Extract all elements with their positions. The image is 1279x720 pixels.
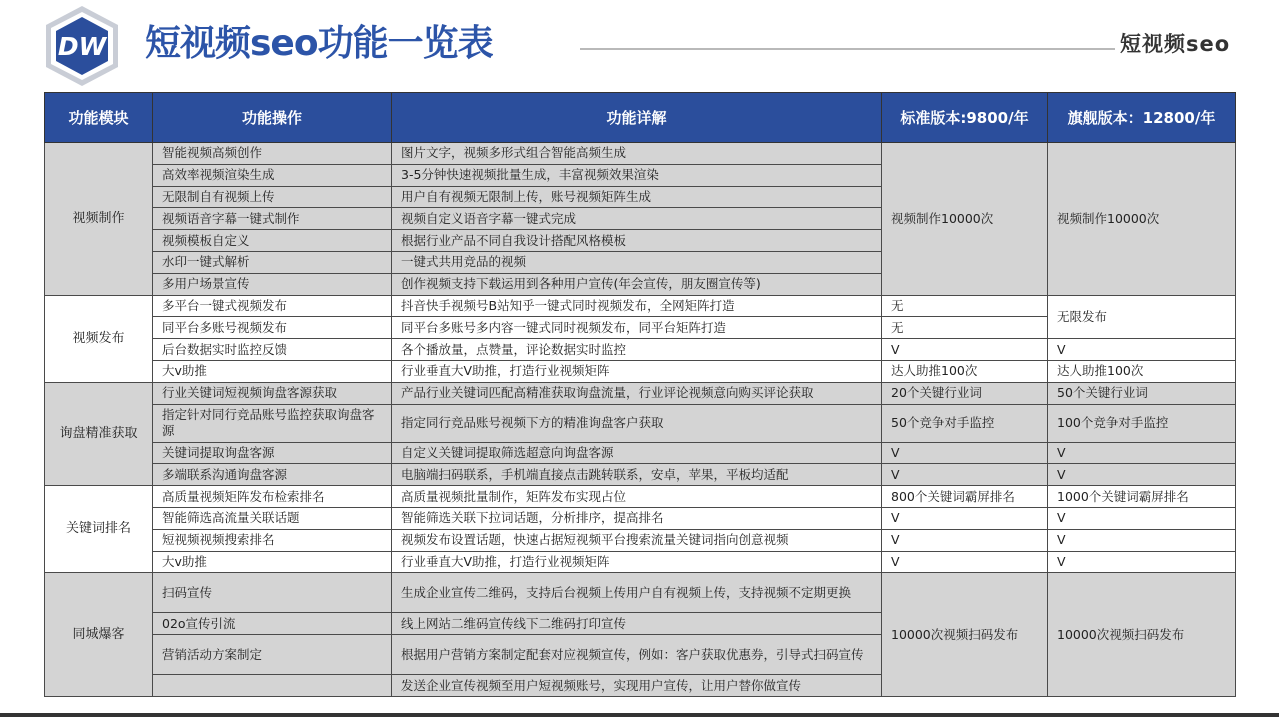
operation-cell: 无限制自有视频上传 [153,186,392,208]
flagship-cell: V [1048,507,1236,529]
operation-cell: 多平台一键式视频发布 [153,295,392,317]
column-header-operation: 功能操作 [153,93,392,143]
table-row [45,551,1236,573]
table-row [45,486,1236,508]
operation-cell: 扫码宣传 [153,573,392,613]
standard-cell: 达人助推100次 [882,360,1048,382]
flagship-cell: V [1048,551,1236,573]
module-cell: 视频制作 [45,143,153,296]
detail-cell: 指定同行竞品账号视频下方的精准询盘客户获取 [392,404,882,442]
operation-cell: 02o宣传引流 [153,613,392,635]
operation-cell [153,675,392,697]
standard-cell: 10000次视频扫码发布 [882,573,1048,697]
operation-cell: 视频模板自定义 [153,230,392,252]
table-row [45,464,1236,486]
detail-cell: 图片文字，视频多形式组合智能高频生成 [392,143,882,165]
detail-cell: 同平台多账号多内容一键式同时视频发布，同平台矩阵打造 [392,317,882,339]
page-title: 短视频seo功能一览表 [145,23,493,64]
module-cell: 视频发布 [45,295,153,382]
detail-cell: 线上网站二维码宣传线下二维码打印宣传 [392,613,882,635]
column-header-detail: 功能详解 [392,93,882,143]
detail-cell: 自定义关键词提取筛选超意向询盘客源 [392,442,882,464]
operation-cell: 指定针对同行竞品账号监控获取询盘客源 [153,404,392,442]
flagship-cell: 视频制作10000次 [1048,143,1236,296]
detail-cell: 行业垂直大V助推，打造行业视频矩阵 [392,551,882,573]
module-cell: 询盘精准获取 [45,382,153,485]
column-header-standard: 标准版本:9800/年 [882,93,1048,143]
detail-cell: 产品行业关键词匹配高精准获取询盘流量，行业评论视频意向购买评论获取 [392,382,882,404]
standard-cell: 视频制作10000次 [882,143,1048,296]
detail-cell: 发送企业宣传视频至用户短视频账号，实现用户宣传，让用户替你做宣传 [392,675,882,697]
standard-cell: 800个关键词霸屏排名 [882,486,1048,508]
standard-cell: 无 [882,295,1048,317]
module-cell: 同城爆客 [45,573,153,697]
header-divider [580,48,1115,50]
flagship-cell: V [1048,464,1236,486]
operation-cell: 关键词提取询盘客源 [153,442,392,464]
operation-cell: 短视频视频搜索排名 [153,529,392,551]
flagship-cell: V [1048,442,1236,464]
table-row [45,442,1236,464]
flagship-cell: 1000个关键词霸屏排名 [1048,486,1236,508]
operation-cell: 行业关键词短视频询盘客源获取 [153,382,392,404]
detail-cell: 行业垂直大V助推，打造行业视频矩阵 [392,360,882,382]
operation-cell: 高效率视频渲染生成 [153,164,392,186]
detail-cell: 根据行业产品不同自我设计搭配风格模板 [392,230,882,252]
detail-cell: 根据用户营销方案制定配套对应视频宣传，例如：客户获取优惠券，引导式扫码宣传 [392,635,882,675]
column-header-module: 功能模块 [45,93,153,143]
flagship-cell: V [1048,529,1236,551]
detail-cell: 智能筛选关联下拉词话题，分析排序，提高排名 [392,507,882,529]
flagship-cell: 10000次视频扫码发布 [1048,573,1236,697]
standard-cell: V [882,529,1048,551]
operation-cell: 水印一键式解析 [153,251,392,273]
operation-cell: 智能筛选高流量关联话题 [153,507,392,529]
detail-cell: 抖音快手视频号B站知乎一键式同时视频发布，全网矩阵打造 [392,295,882,317]
standard-cell: 无 [882,317,1048,339]
operation-cell: 多用户场景宣传 [153,273,392,295]
table-row [45,529,1236,551]
column-header-flagship: 旗舰版本：12800/年 [1048,93,1236,143]
detail-cell: 各个播放量，点赞量，评论数据实时监控 [392,339,882,361]
table-row [45,573,1236,613]
detail-cell: 电脑端扫码联系，手机端直接点击跳转联系，安卓，苹果，平板均适配 [392,464,882,486]
operation-cell: 多端联系沟通询盘客源 [153,464,392,486]
detail-cell: 用户自有视频无限制上传，账号视频矩阵生成 [392,186,882,208]
operation-cell: 智能视频高频创作 [153,143,392,165]
table-row [45,360,1236,382]
detail-cell: 生成企业宣传二维码，支持后台视频上传用户自有视频上传，支持视频不定期更换 [392,573,882,613]
flagship-cell: 无限发布 [1048,295,1236,339]
table-row [45,295,1236,317]
module-cell: 关键词排名 [45,486,153,573]
flagship-cell: V [1048,339,1236,361]
standard-cell: V [882,551,1048,573]
standard-cell: V [882,339,1048,361]
operation-cell: 营销活动方案制定 [153,635,392,675]
operation-cell: 高质量视频矩阵发布检索排名 [153,486,392,508]
detail-cell: 视频自定义语音字幕一键式完成 [392,208,882,230]
standard-cell: V [882,442,1048,464]
operation-cell: 视频语音字幕一键式制作 [153,208,392,230]
table-row [45,404,1236,442]
detail-cell: 视频发布设置话题，快速占据短视频平台搜索流量关键词指向创意视频 [392,529,882,551]
table-row [45,382,1236,404]
standard-cell: 50个竞争对手监控 [882,404,1048,442]
detail-cell: 一键式共用竞品的视频 [392,251,882,273]
operation-cell: 同平台多账号视频发布 [153,317,392,339]
standard-cell: 20个关键行业词 [882,382,1048,404]
dw-logo [40,4,124,88]
flagship-cell: 达人助推100次 [1048,360,1236,382]
table-header-row [45,93,1236,143]
logo-text: DW [57,32,107,61]
operation-cell: 大v助推 [153,551,392,573]
table-row [45,339,1236,361]
operation-cell: 后台数据实时监控反馈 [153,339,392,361]
flagship-cell: 50个关键行业词 [1048,382,1236,404]
standard-cell: V [882,507,1048,529]
feature-table [44,92,1236,697]
detail-cell: 3-5分钟快速视频批量生成，丰富视频效果渲染 [392,164,882,186]
detail-cell: 创作视频支持下载运用到各种用户宣传(年会宣传，朋友圈宣传等) [392,273,882,295]
table-row [45,143,1236,165]
standard-cell: V [882,464,1048,486]
footer-divider [0,713,1279,717]
brand-label: 短视频seo [1120,32,1231,56]
detail-cell: 高质量视频批量制作，矩阵发布实现占位 [392,486,882,508]
table-row [45,507,1236,529]
flagship-cell: 100个竞争对手监控 [1048,404,1236,442]
operation-cell: 大v助推 [153,360,392,382]
